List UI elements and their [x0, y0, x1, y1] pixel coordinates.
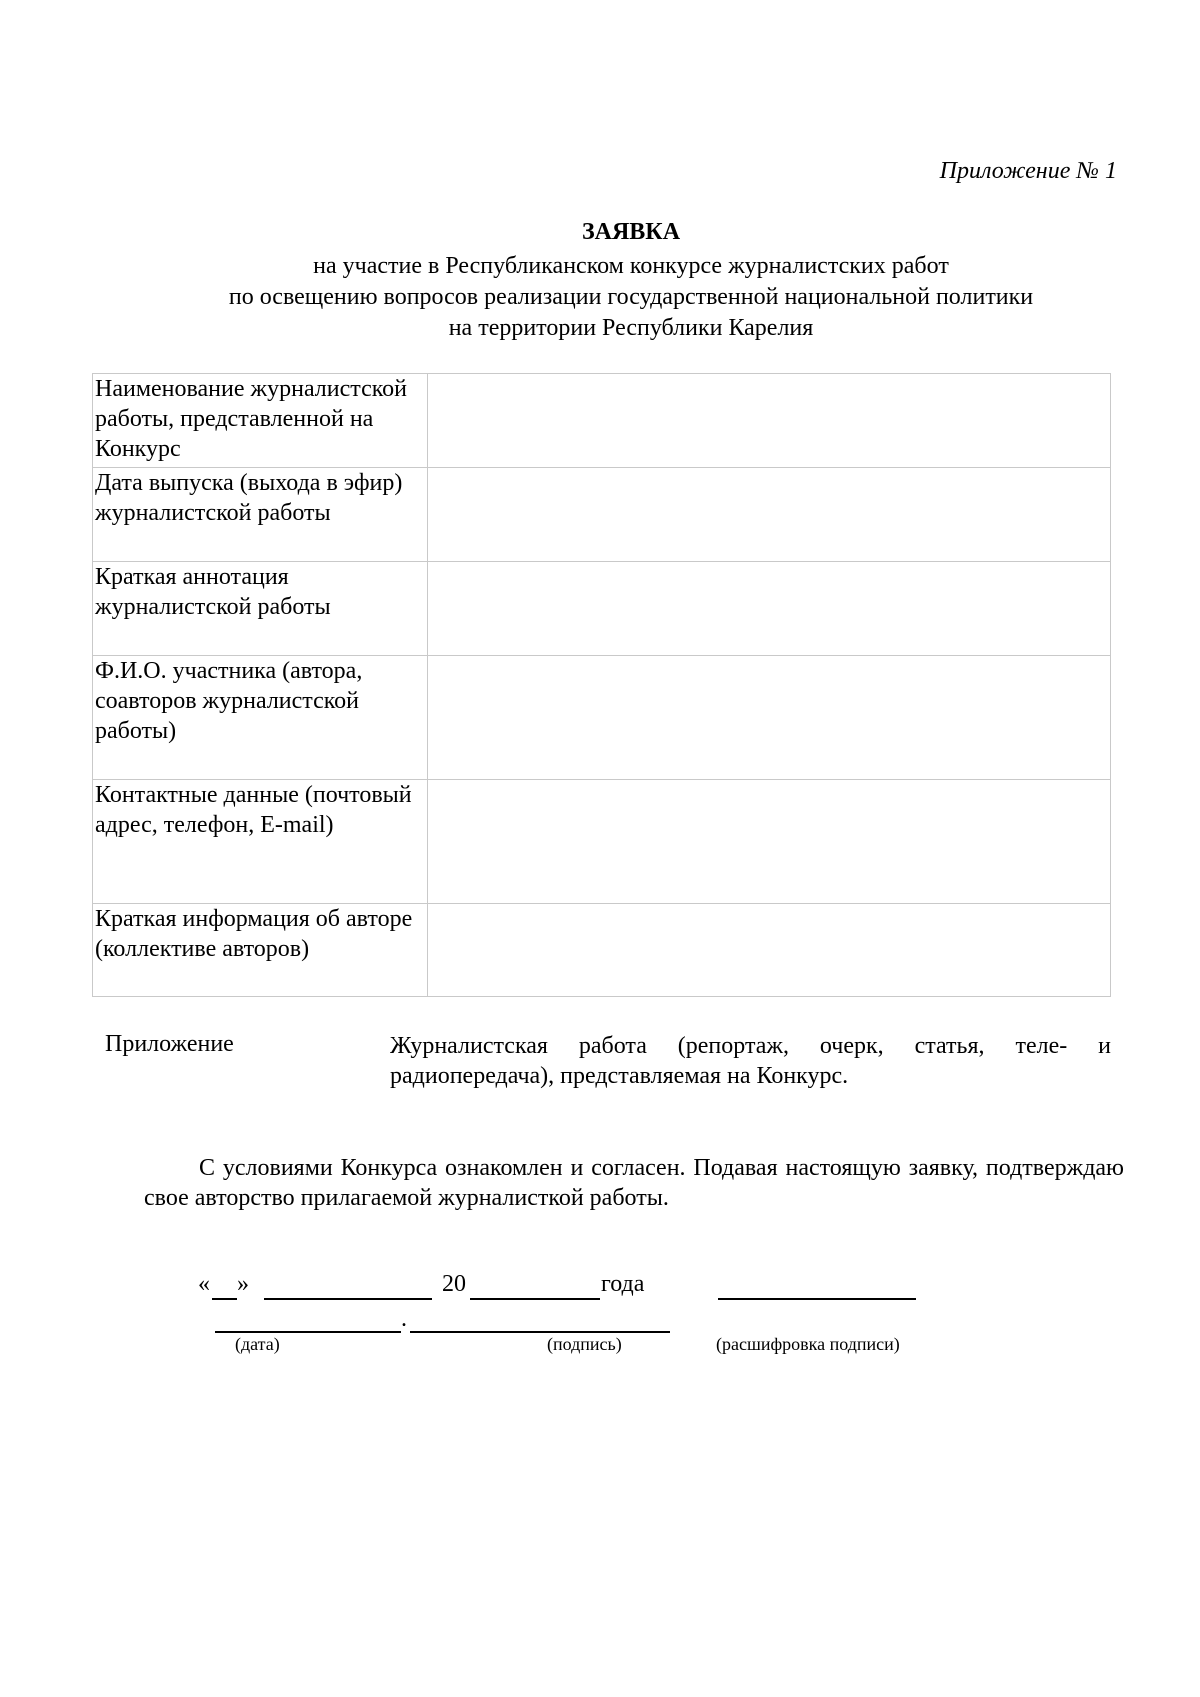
- table-row: [93, 374, 1111, 468]
- day-line[interactable]: [212, 1298, 237, 1300]
- subtitle-line-2: по освещению вопросов реализации государственной национальной политики: [228, 284, 1034, 310]
- close-quote: »: [237, 1271, 249, 1297]
- month-line[interactable]: [264, 1298, 432, 1300]
- row-value-field[interactable]: [427, 562, 1110, 656]
- row-label: Краткая аннотация журналистской работы: [93, 562, 428, 656]
- decode-caption: (расшифровка подписи): [716, 1334, 900, 1354]
- row-label: Контактные данные (почтовый адрес, телефон, E-mail): [93, 780, 428, 904]
- separator-dot: .: [401, 1306, 407, 1332]
- subtitle-line-1: на участие в Республиканском конкурсе журналистских работ: [313, 253, 949, 279]
- signature-line[interactable]: [410, 1331, 670, 1333]
- decode-line[interactable]: [718, 1298, 916, 1300]
- row-value-field[interactable]: [427, 656, 1110, 780]
- table-row: [93, 904, 1111, 997]
- row-value-field[interactable]: [427, 374, 1110, 468]
- row-label: Наименование журналистской работы, представленной на Конкурс: [93, 374, 428, 468]
- application-form-table: [92, 373, 1111, 997]
- open-quote: «: [198, 1271, 210, 1297]
- row-value-field[interactable]: [427, 904, 1110, 997]
- year-line[interactable]: [470, 1298, 600, 1300]
- attachment-text: Журналистская работа (репортаж, очерк, статья, теле- и радиопередача), представляемая на Конкурс.: [390, 1033, 1111, 1089]
- table-row: [93, 656, 1111, 780]
- attachment-label: Приложение: [105, 1031, 234, 1057]
- subtitle-line-3: на территории Республики Карелия: [448, 315, 814, 341]
- table-row: [93, 780, 1111, 904]
- year-prefix: 20: [442, 1271, 466, 1297]
- table-row: [93, 468, 1111, 562]
- year-suffix: года: [601, 1271, 645, 1297]
- appendix-number: Приложение № 1: [939, 158, 1117, 184]
- date-line[interactable]: [215, 1331, 401, 1333]
- row-value-field[interactable]: [427, 780, 1110, 904]
- row-label: Дата выпуска (выхода в эфир) журналистской работы: [93, 468, 428, 562]
- document-title: ЗАЯВКА: [581, 219, 681, 245]
- row-label: Ф.И.О. участника (автора, соавторов журналистской работы): [93, 656, 428, 780]
- row-label: Краткая информация об авторе (коллективе авторов): [93, 904, 428, 997]
- signature-caption: (подпись): [547, 1334, 622, 1354]
- table-row: [93, 562, 1111, 656]
- date-caption: (дата): [235, 1334, 280, 1354]
- row-value-field[interactable]: [427, 468, 1110, 562]
- agreement-text: С условиями Конкурса ознакомлен и согласен. Подавая настоящую заявку, подтверждаю свое авторство прилагаемой журналисткой работы.: [144, 1155, 1124, 1211]
